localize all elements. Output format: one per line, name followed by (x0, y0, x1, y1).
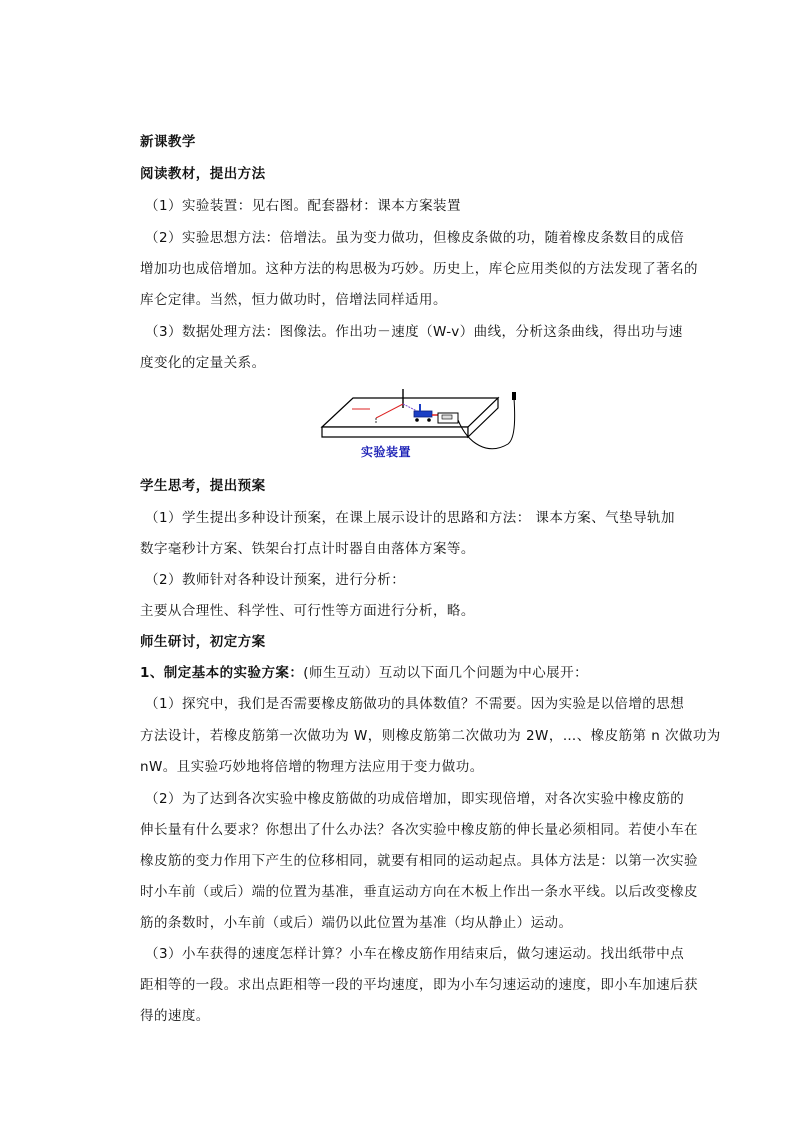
paragraph-teacher-analysis: （2）教师针对各种设计预案，进行分析： (145, 572, 406, 588)
question-3-line-3: 得的速度。 (140, 1008, 210, 1024)
question-1-line-1: （1）探究中，我们是否需要橡皮筋做功的具体数值？不需要。因为实验是以倍增的思想 (145, 696, 685, 712)
paragraph-students-line-2: 数字毫秒计方案、铁架台打点计时器自由落体方案等。 (140, 541, 475, 557)
question-3-line-1: （3）小车获得的速度怎样计算？小车在橡皮筋作用结束后，做匀速运动。找出纸带中点 (145, 946, 685, 962)
paragraph-apparatus: （1）实验装置：见右图。配套器材：课本方案装置 (145, 198, 461, 214)
question-1-line-3: nW。且实验巧妙地将倍增的物理方法应用于变力做功。 (140, 759, 484, 775)
question-2-line-2: 伸长量有什么要求？你想出了什么办法？各次实验中橡皮筋的伸长量必须相同。若使小车在 (140, 822, 698, 838)
question-2-line-3: 橡皮筋的变力作用下产生的位移相同，就要有相同的运动起点。具体方法是：以第一次实验 (140, 853, 698, 869)
question-2-line-1: （2）为了达到各次实验中橡皮筋做的功成倍增加，即实现倍增，对各次实验中橡皮筋的 (145, 791, 685, 807)
paragraph-method-line-2: 增加功也成倍增加。这种方法的构思极为巧妙。历史上，库仑应用类似的方法发现了著名的 (140, 261, 698, 277)
paragraph-data-line-2: 度变化的定量关系。 (140, 355, 266, 371)
heading-read-textbook: 阅读教材，提出方法 (140, 166, 266, 182)
heading-teacher-student: 师生研讨，初定方案 (140, 634, 266, 650)
plan-heading (140, 663, 588, 683)
experiment-apparatus-figure (318, 384, 523, 464)
question-2-line-5: 筋的条数时，小车前（或后）端仍以此位置为基准（均从静止）运动。 (140, 915, 573, 931)
question-3-line-2: 距相等的一段。求出点距相等一段的平均速度，即为小车匀速运动的速度，即小车加速后获 (140, 977, 698, 993)
heading-students-think: 学生思考，提出预案 (140, 478, 266, 494)
heading-new-lesson: 新课教学 (140, 134, 196, 150)
question-1-line-2: 方法设计，若橡皮筋第一次做功为 W，则橡皮筋第二次做功为 2W，…、橡皮筋第 n 次做功为 (140, 728, 721, 744)
question-2-line-4: 时小车前（或后）端的位置为基准，垂直运动方向在木板上作出一条水平线。以后改变橡皮 (140, 884, 698, 900)
figure-caption: 实验装置 (361, 445, 412, 459)
paragraph-analysis-summary: 主要从合理性、科学性、可行性等方面进行分析，略。 (140, 603, 475, 619)
plan-heading-bold: 1、制定基本的实验方案： (140, 665, 304, 681)
paragraph-method-line-1: （2）实验思想方法：倍增法。虽为变力做功，但橡皮条做的功，随着橡皮条数目的成倍 (145, 230, 685, 246)
paragraph-data-line-1: （3）数据处理方法：图像法。作出功－速度（W-v）曲线，分析这条曲线，得出功与速 (145, 324, 683, 340)
plan-heading-rest: (师生互动）互动以下面几个问题为中心展开： (303, 665, 589, 681)
paragraph-method-line-3: 库仑定律。当然，恒力做功时，倍增法同样适用。 (140, 292, 447, 308)
paragraph-students-line-1: （1）学生提出多种设计预案，在课上展示设计的思路和方法： 课本方案、气垫导轨加 (145, 510, 675, 526)
